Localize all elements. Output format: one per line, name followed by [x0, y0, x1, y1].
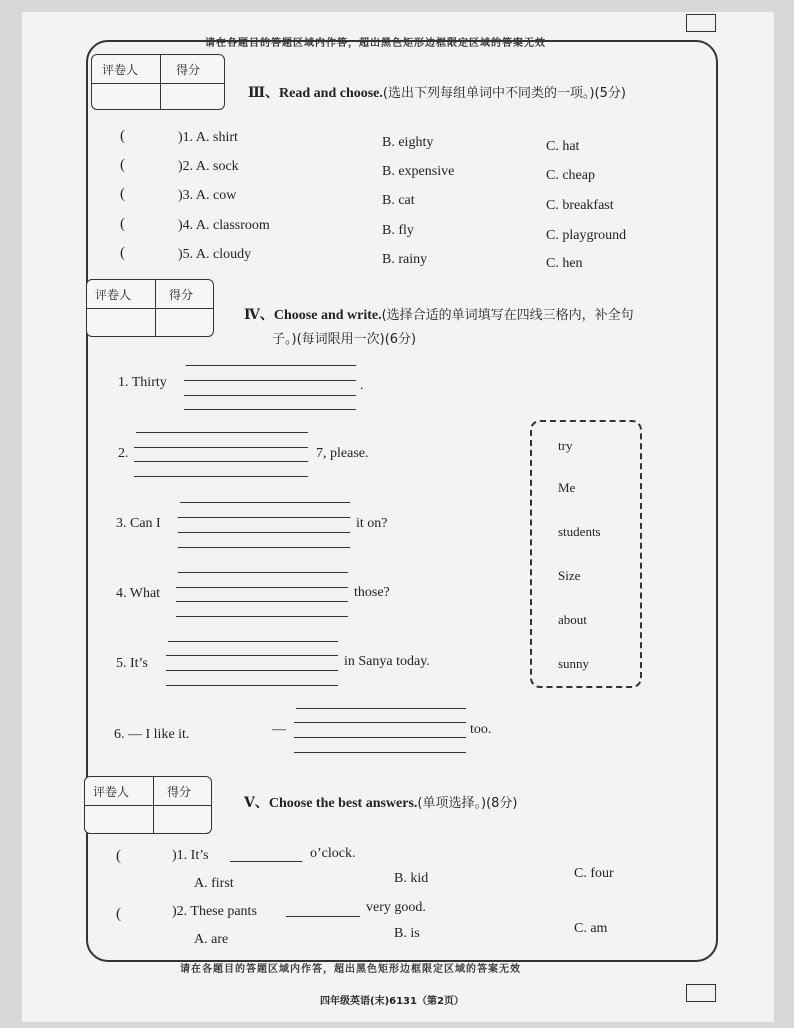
- question-stem: )1. It’s: [172, 848, 209, 863]
- sentence-end: too.: [470, 722, 492, 737]
- writing-line[interactable]: [166, 685, 338, 686]
- option-a: )3. A. cow: [178, 188, 237, 203]
- answer-paren[interactable]: (: [116, 848, 121, 864]
- answer-paren[interactable]: (: [120, 157, 125, 173]
- writing-line[interactable]: [180, 502, 350, 503]
- option-c: C. hat: [546, 139, 580, 154]
- score-box-section5: [84, 776, 212, 834]
- sentence-end: in Sanya today.: [344, 654, 430, 669]
- answer-paren[interactable]: (: [120, 216, 125, 232]
- word-bank-item: about: [558, 612, 587, 627]
- score-label: 得分: [167, 785, 192, 799]
- score-label: 得分: [176, 63, 201, 77]
- sentence-start: 5. It’s: [116, 656, 148, 671]
- score-box-section4: [86, 279, 214, 337]
- sentence-start: 3. Can I: [116, 516, 161, 531]
- sentence-end: it on?: [356, 516, 388, 531]
- writing-line[interactable]: [186, 365, 356, 366]
- section4-title-line2: [272, 328, 416, 348]
- word-bank-item: Size: [558, 568, 581, 583]
- option-b: B. eighty: [382, 135, 434, 150]
- corner-mark-top: [686, 14, 716, 32]
- question-stem-end: very good.: [366, 900, 426, 915]
- sentence-start: 6. — I like it.: [114, 727, 190, 742]
- section5-heading: Ⅴ、Choose the best answers.: [244, 796, 418, 811]
- answer-paren[interactable]: (: [116, 906, 121, 922]
- section4-instruction-2: 子。)(每词限用一次)(6分): [272, 332, 417, 347]
- option-c: C. playground: [546, 228, 627, 243]
- option-b: B. cat: [382, 193, 415, 208]
- section4-instruction-1: (选择合适的单词填写在四线三格内，补全句: [381, 308, 634, 323]
- option-c: C. breakfast: [546, 198, 614, 213]
- choice-b: B. kid: [394, 871, 429, 886]
- writing-line[interactable]: [294, 752, 466, 753]
- word-bank: [530, 420, 642, 688]
- writing-line[interactable]: [168, 641, 338, 642]
- sentence-start: 1. Thirty: [118, 375, 167, 390]
- writing-line[interactable]: [294, 722, 466, 723]
- section5-instruction: (单项选择。)(8分): [417, 796, 518, 811]
- answer-paren[interactable]: (: [120, 128, 125, 144]
- writing-line[interactable]: [136, 432, 308, 433]
- grader-label: 评卷人: [102, 63, 139, 77]
- writing-line[interactable]: [166, 655, 338, 656]
- sentence-end: .: [360, 378, 364, 393]
- section3-instruction: (选出下列每组单词中不同类的一项。)(5分): [382, 86, 626, 101]
- writing-line[interactable]: [178, 532, 350, 533]
- choice-c: C. four: [574, 866, 614, 881]
- option-b: B. fly: [382, 223, 414, 238]
- writing-line[interactable]: [134, 461, 308, 462]
- writing-line[interactable]: [178, 572, 348, 573]
- writing-line[interactable]: [176, 587, 348, 588]
- sentence-start: 2.: [118, 446, 129, 461]
- answer-blank[interactable]: [286, 916, 360, 917]
- option-a: )2. A. sock: [178, 159, 239, 174]
- choice-a: A. first: [194, 876, 234, 891]
- writing-line[interactable]: [176, 616, 348, 617]
- section4-heading: Ⅳ、Choose and write.: [244, 308, 382, 323]
- word-bank-item: sunny: [558, 656, 590, 671]
- score-box-section3: [91, 54, 225, 110]
- option-b: B. rainy: [382, 252, 428, 267]
- writing-line[interactable]: [176, 601, 348, 602]
- section4-title: [244, 304, 634, 324]
- word-bank-item: try: [558, 438, 573, 453]
- word-bank-item: Me: [558, 480, 576, 495]
- sentence-end: those?: [354, 585, 390, 600]
- answer-paren[interactable]: (: [120, 186, 125, 202]
- choice-c: C. am: [574, 921, 608, 936]
- writing-line[interactable]: [134, 476, 308, 477]
- section5-title: [244, 792, 517, 812]
- option-a: )4. A. classroom: [178, 218, 270, 233]
- sentence-end: 7, please.: [316, 446, 369, 461]
- writing-line[interactable]: [184, 395, 356, 396]
- writing-line[interactable]: [184, 409, 356, 410]
- question-stem: )2. These pants: [172, 904, 257, 919]
- section3-heading: Ⅲ、Read and choose.: [248, 86, 383, 101]
- question-stem-end: o’clock.: [310, 846, 356, 861]
- option-a: )1. A. shirt: [178, 130, 238, 145]
- writing-line[interactable]: [296, 708, 466, 709]
- header-notice: 请在各题目的答题区域内作答，超出黑色矩形边框限定区域的答案无效: [205, 38, 546, 49]
- word-bank-item: students: [558, 524, 601, 539]
- reply-dash: —: [272, 722, 286, 737]
- option-c: C. cheap: [546, 168, 595, 183]
- choice-a: A. are: [194, 932, 229, 947]
- choice-b: B. is: [394, 926, 420, 941]
- writing-line[interactable]: [178, 517, 350, 518]
- option-c: C. hen: [546, 256, 583, 271]
- writing-line[interactable]: [184, 380, 356, 381]
- writing-line[interactable]: [134, 447, 308, 448]
- option-b: B. expensive: [382, 164, 455, 179]
- writing-line[interactable]: [178, 547, 350, 548]
- score-label: 得分: [169, 288, 194, 302]
- answer-paren[interactable]: (: [120, 245, 125, 261]
- option-a: )5. A. cloudy: [178, 247, 252, 262]
- footer-notice: 请在各题目的答题区域内作答，超出黑色矩形边框限定区域的答案无效: [180, 964, 521, 975]
- corner-mark-bottom: [686, 984, 716, 1002]
- sentence-start: 4. What: [116, 586, 161, 601]
- section3-title: [248, 82, 626, 102]
- writing-line[interactable]: [166, 670, 338, 671]
- answer-blank[interactable]: [230, 861, 302, 862]
- writing-line[interactable]: [294, 737, 466, 738]
- grader-label: 评卷人: [93, 785, 130, 799]
- page-label: 四年级英语(末)6131（第2页）: [320, 996, 464, 1007]
- grader-label: 评卷人: [95, 288, 132, 302]
